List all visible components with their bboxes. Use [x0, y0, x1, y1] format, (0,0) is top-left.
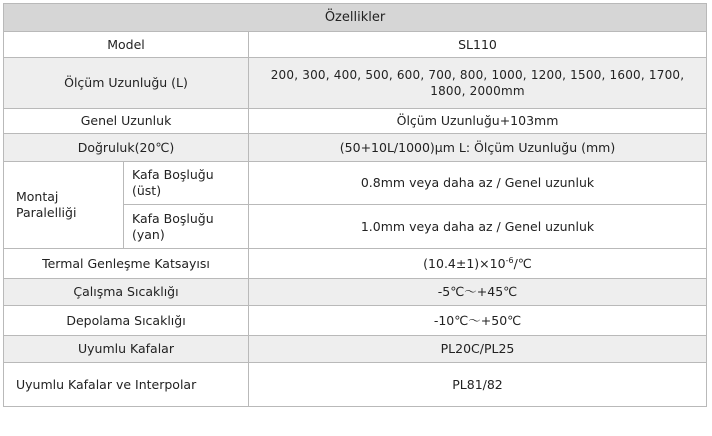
- row-value: -10℃～+50℃: [249, 306, 707, 336]
- row-label: Ölçüm Uzunluğu (L): [4, 58, 249, 109]
- row-value: PL20C/PL25: [249, 336, 707, 363]
- table-row-model: [4, 32, 707, 58]
- table-row-interpolar: [4, 363, 707, 407]
- sub-label: Kafa Boşluğu (üst): [124, 162, 249, 205]
- value-exponent: -6: [505, 255, 514, 265]
- row-label: Termal Genleşme Katsayısı: [4, 249, 249, 279]
- table-row-dogruluk: [4, 134, 707, 162]
- table-header-row: [4, 4, 707, 32]
- row-label: Doğruluk(20℃): [4, 134, 249, 162]
- table-row-genel: [4, 109, 707, 134]
- row-value: SL110: [249, 32, 707, 58]
- table-row-depolama: [4, 306, 707, 336]
- row-label: Genel Uzunluk: [4, 109, 249, 134]
- table-row-termal: [4, 249, 707, 279]
- value-unit: /℃: [513, 255, 532, 271]
- row-label: Montaj Paralelliği: [4, 162, 124, 249]
- row-label: Model: [4, 32, 249, 58]
- table-row-calisma: [4, 279, 707, 306]
- row-label: Çalışma Sıcaklığı: [4, 279, 249, 306]
- row-label: Uyumlu Kafalar ve Interpolar: [4, 363, 249, 407]
- row-label: Depolama Sıcaklığı: [4, 306, 249, 336]
- row-value: PL81/82: [249, 363, 707, 407]
- row-value: 200, 300, 400, 500, 600, 700, 800, 1000, 1200, 1500, 1600, 1700, 1800, 2000mm: [249, 58, 707, 109]
- value-base: (10.4±1)×10: [423, 255, 506, 271]
- sub-label: Kafa Boşluğu (yan): [124, 205, 249, 249]
- table-row-montaj-ust: [4, 162, 707, 205]
- row-label: Uyumlu Kafalar: [4, 336, 249, 363]
- table-header: Özellikler: [4, 4, 707, 32]
- row-value: 0.8mm veya daha az / Genel uzunluk: [249, 162, 707, 205]
- row-value: (50+10L/1000)μm L: Ölçüm Uzunluğu (mm): [249, 134, 707, 162]
- row-value: -5℃～+45℃: [249, 279, 707, 306]
- specifications-table: [3, 3, 707, 407]
- row-value: 1.0mm veya daha az / Genel uzunluk: [249, 205, 707, 249]
- table-row-olcum: [4, 58, 707, 109]
- row-value: Ölçüm Uzunluğu+103mm: [249, 109, 707, 134]
- row-value: [249, 249, 707, 279]
- table-row-kafalar: [4, 336, 707, 363]
